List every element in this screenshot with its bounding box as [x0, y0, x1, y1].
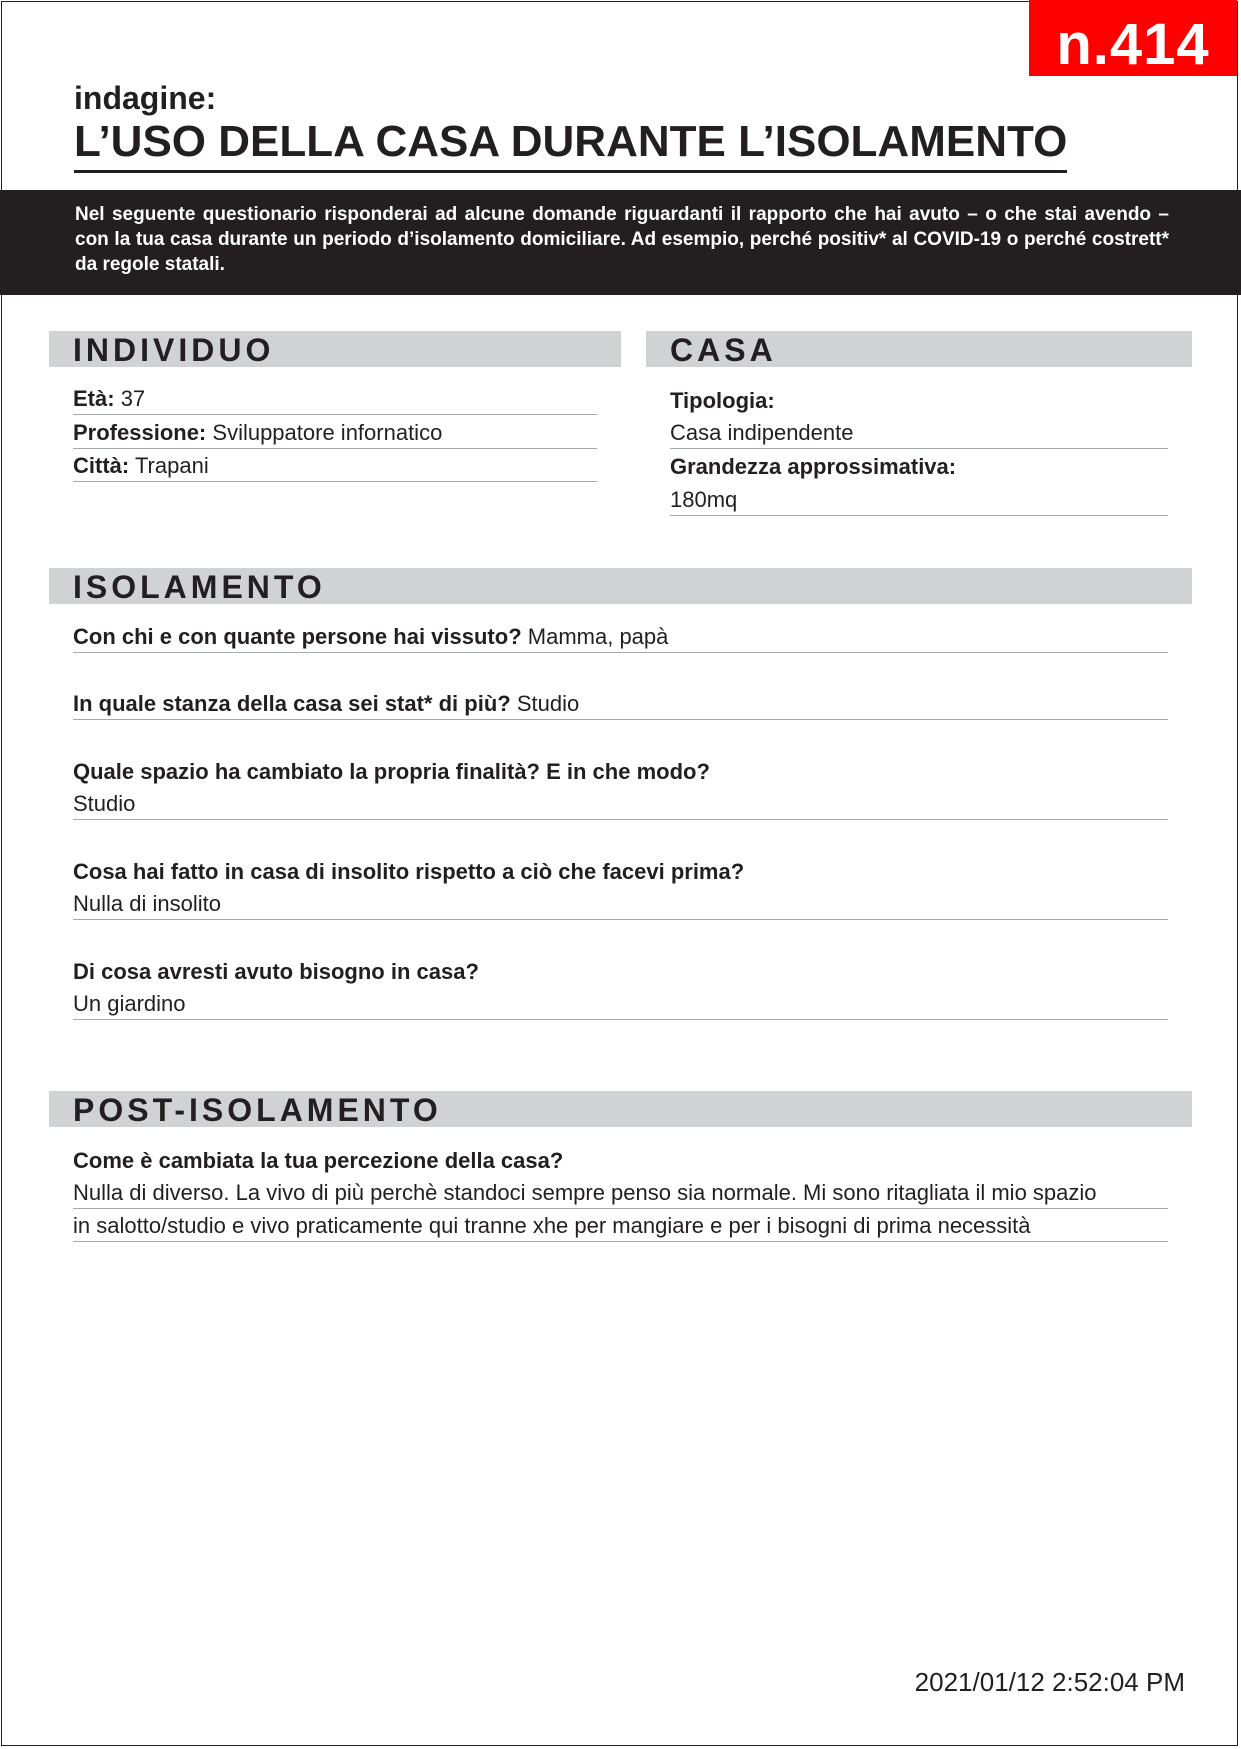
post-question-1: Come è cambiata la tua percezione della casa?	[73, 1148, 564, 1173]
field-eta-label: Età:	[73, 386, 115, 411]
question-4: Cosa hai fatto in casa di insolito rispetto a ciò che facevi prima?	[73, 859, 745, 884]
post-answer-line-2: in salotto/studio e vivo praticamente qui tranne xhe per mangiare e per i bisogni di prima necessità	[73, 1211, 1168, 1242]
timestamp: 2021/01/12 2:52:04 PM	[914, 1667, 1185, 1697]
intro-text: Nel seguente questionario risponderai ad alcune domande riguardanti il rapporto che hai avuto – o che stai avendo – con la tua casa durante un periodo d’isolamento domiciliare. Ad esempio, perché positiv* al COVID-19 o perché costrett* da regole statali.	[0, 190, 1241, 295]
survey-title: L’USO DELLA CASA DURANTE L’ISOLAMENTO	[74, 116, 1067, 173]
answer-2: Studio	[516, 691, 580, 716]
questionnaire-number-badge: n.414	[1029, 0, 1237, 76]
field-tipologia-value: Casa indipendente	[670, 418, 1168, 449]
answer-5: Un giardino	[73, 989, 1168, 1020]
question-5: Di cosa avresti avuto bisogno in casa?	[73, 959, 479, 984]
field-professione-label: Professione:	[73, 420, 207, 445]
field-tipologia-label: Tipologia:	[670, 388, 775, 413]
answer-3: Studio	[73, 789, 1168, 820]
survey-kicker: indagine:	[74, 80, 217, 116]
field-eta-value: 37	[120, 386, 146, 411]
answer-4: Nulla di insolito	[73, 889, 1168, 920]
question-2: In quale stanza della casa sei stat* di più?	[73, 691, 511, 716]
section-heading-individuo: INDIVIDUO	[49, 331, 621, 367]
post-answer-line-1: Nulla di diverso. La vivo di più perchè standoci sempre penso sia normale. Mi sono ritagliata il mio spazio	[73, 1178, 1168, 1209]
section-heading-isolamento: ISOLAMENTO	[49, 568, 1192, 604]
field-citta-label: Città:	[73, 453, 130, 478]
section-heading-casa: CASA	[646, 331, 1192, 367]
question-row-2	[73, 689, 1168, 720]
field-citta-value: Trapani	[134, 453, 209, 478]
answer-1: Mamma, papà	[527, 624, 669, 649]
field-citta	[73, 451, 597, 482]
field-eta	[73, 384, 597, 415]
question-row-1	[73, 622, 1168, 653]
field-grandezza-label: Grandezza approssimativa:	[670, 454, 957, 479]
question-1: Con chi e con quante persone hai vissuto?	[73, 624, 522, 649]
section-heading-post-isolamento: POST-ISOLAMENTO	[49, 1091, 1192, 1127]
field-professione	[73, 418, 597, 449]
question-3: Quale spazio ha cambiato la propria finalità? E in che modo?	[73, 759, 710, 784]
field-grandezza-value: 180mq	[670, 485, 1168, 516]
field-professione-value: Sviluppatore infornatico	[212, 420, 443, 445]
